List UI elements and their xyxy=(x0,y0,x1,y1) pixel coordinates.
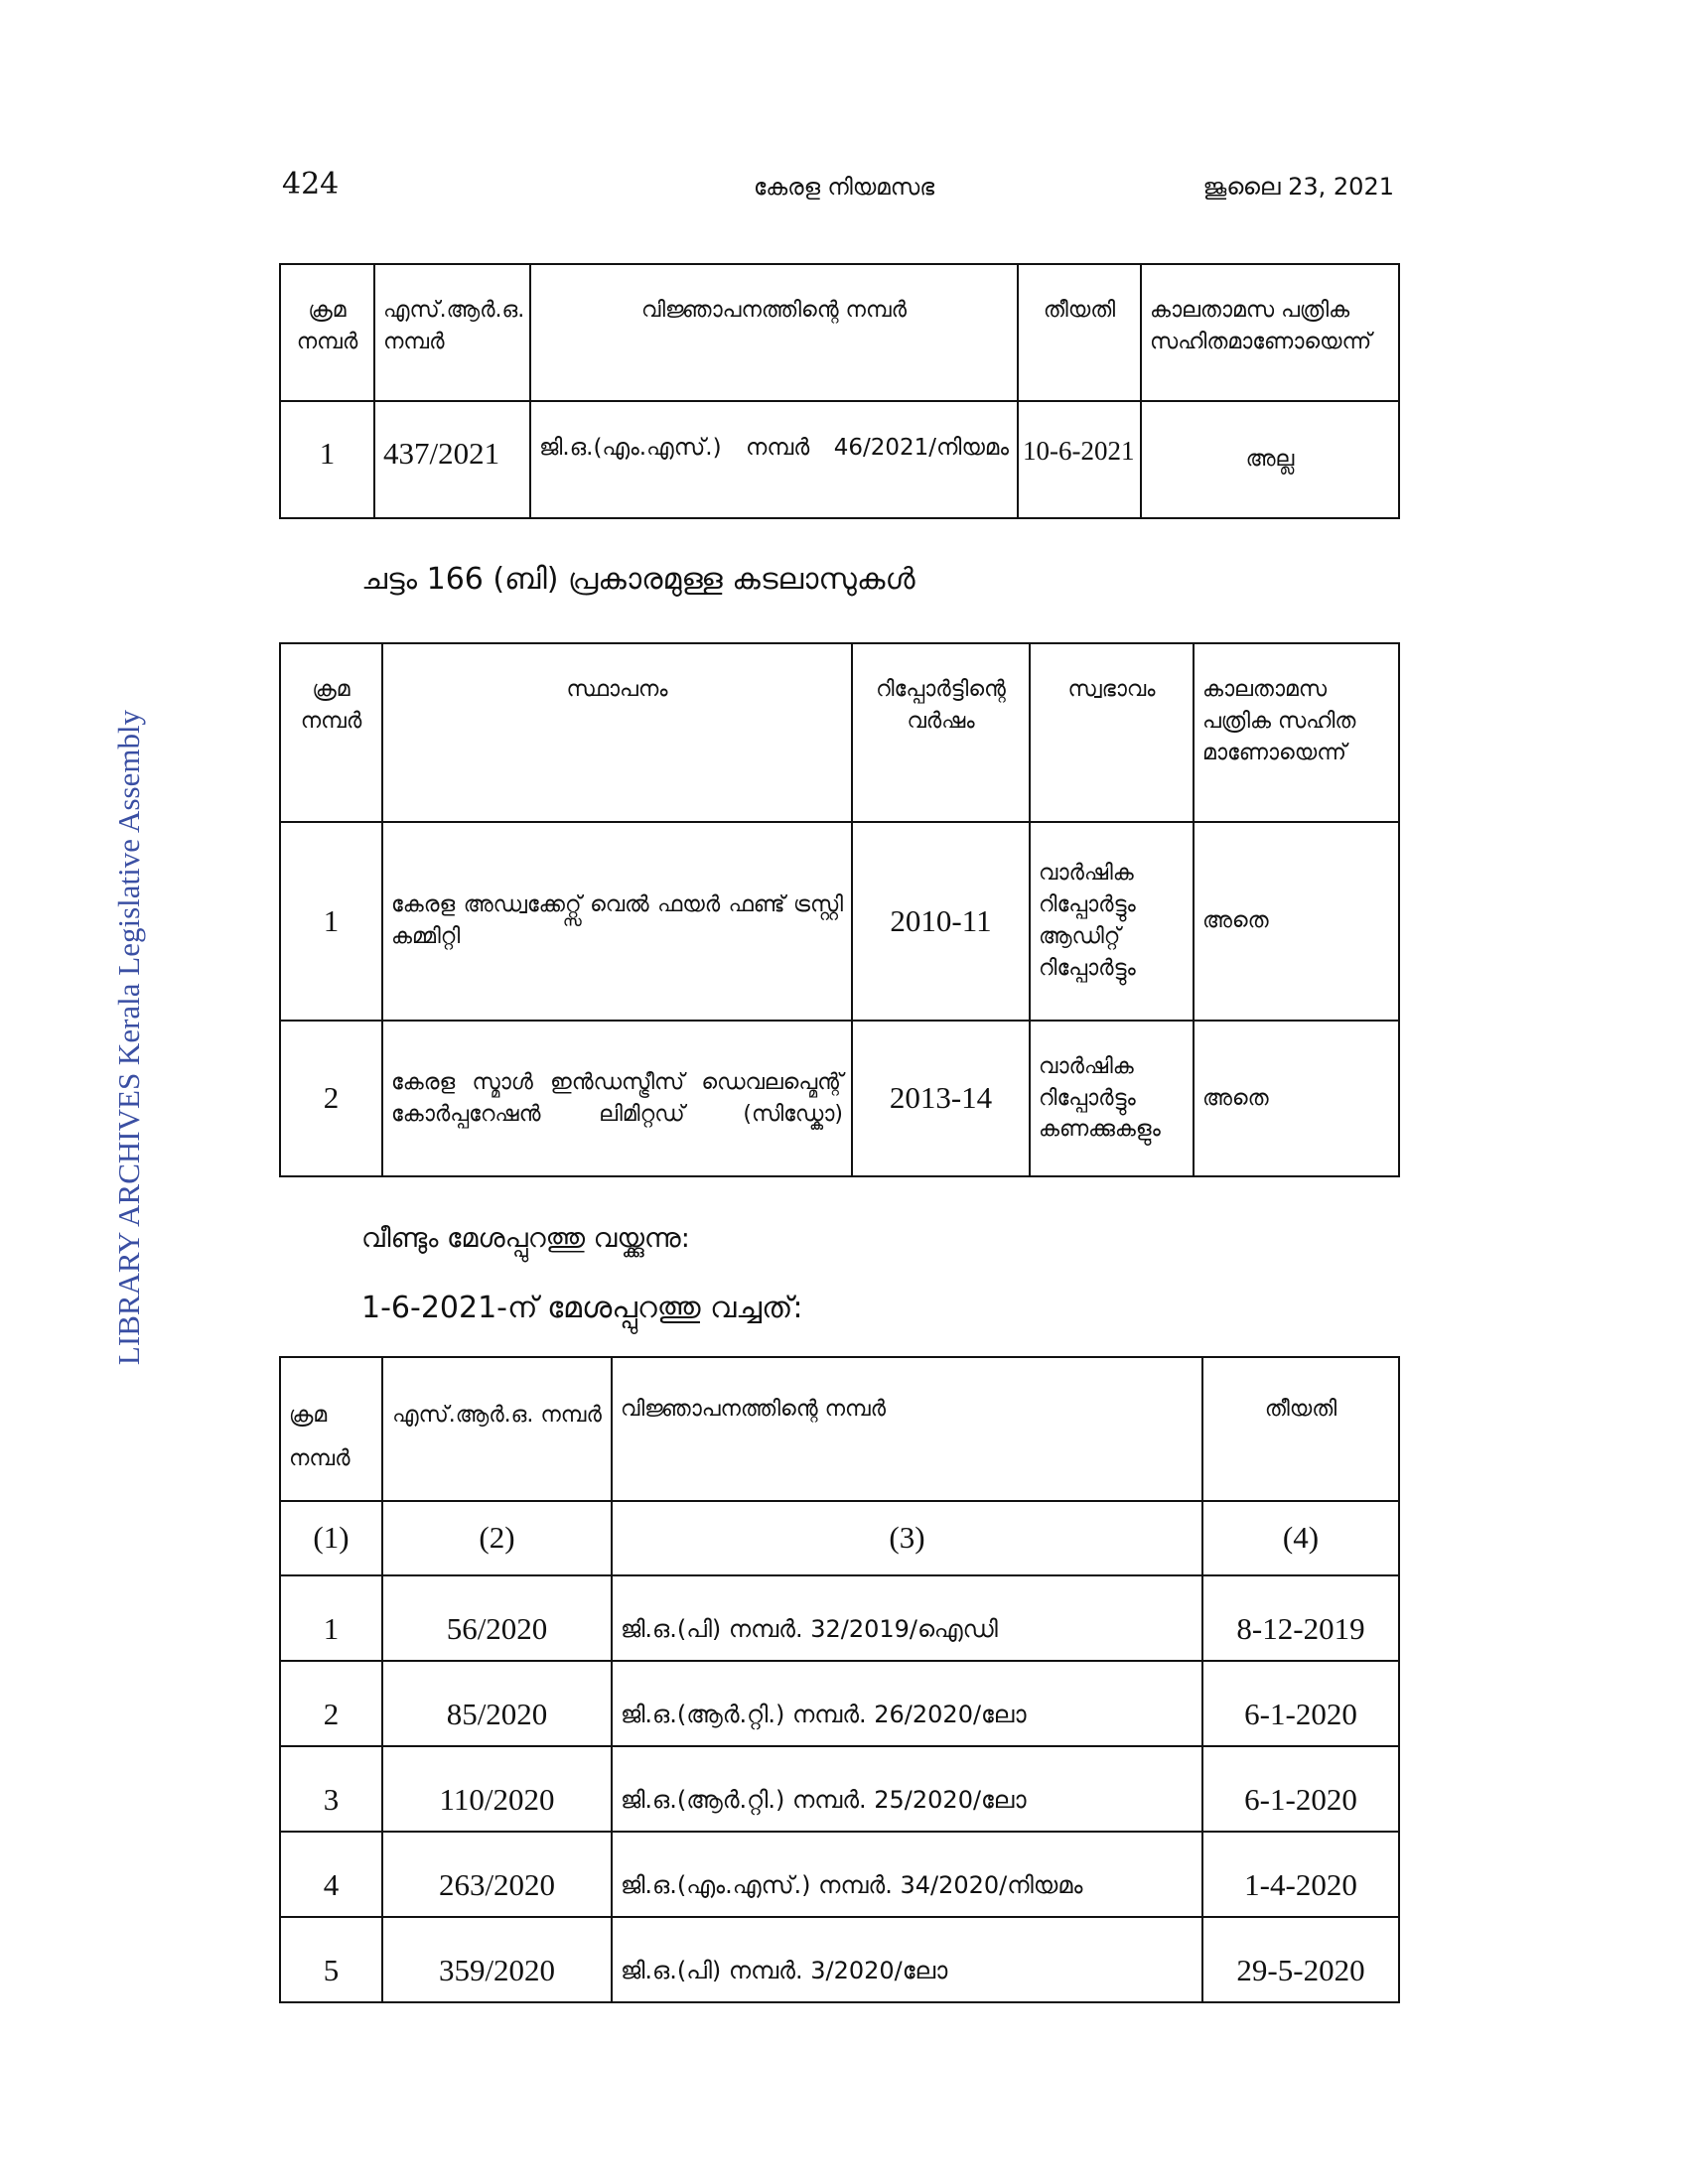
cell-notification-no: ജി.ഒ.(ആർ.റ്റി.) നമ്പർ. 25/2020/ലോ xyxy=(612,1746,1202,1832)
cell-notification-no: ജി.ഒ.(എം.എസ്.) നമ്പർ. 34/2020/നിയമം xyxy=(612,1832,1202,1917)
cell-sl-no: 3 xyxy=(280,1746,382,1832)
cell-sro-no: 85/2020 xyxy=(382,1661,612,1746)
table-header-row xyxy=(280,264,1399,401)
header-report-year: റിപ്പോർട്ടിന്റെ വർഷം xyxy=(852,643,1030,822)
archive-watermark: LIBRARY ARCHIVES Kerala Legislative Assembly xyxy=(111,709,146,1366)
cell-date: 6-1-2020 xyxy=(1202,1746,1399,1832)
cell-notification-no: ജി.ഒ.(പി) നമ്പർ. 3/2020/ലോ xyxy=(612,1917,1202,2002)
page-number: 424 xyxy=(282,167,340,202)
sro-table xyxy=(279,263,1400,519)
cell-institution: കേരള സ്മാൾ ഇൻഡസ്ട്രീസ് ഡെവലപ്മെന്റ് കോർപ്പറേഷൻ ലിമിറ്റഡ് (സിഡ്കോ) xyxy=(382,1021,852,1176)
table-row xyxy=(280,1917,1399,2002)
header-delay-statement: കാലതാമസ പത്രിക സഹിത മാണോയെന്ന് xyxy=(1194,643,1399,822)
cell-sl-no: 5 xyxy=(280,1917,382,2002)
papers-table xyxy=(279,642,1400,1177)
cell-sl-no: 4 xyxy=(280,1832,382,1917)
cell-report-year: 2013-14 xyxy=(852,1021,1030,1176)
table-row xyxy=(280,1021,1399,1176)
table-header-row xyxy=(280,1357,1399,1501)
laid-papers-table xyxy=(279,1356,1400,2003)
section-heading: ചട്ടം 166 (ബി) പ്രകാരമുള്ള കടലാസുകൾ xyxy=(361,562,915,597)
col-number-1: (1) xyxy=(280,1501,382,1575)
header-sl-no: ക്രമ നമ്പർ xyxy=(280,264,374,401)
cell-date: 10-6-2021 xyxy=(1018,401,1141,518)
cell-delay-statement: അതെ xyxy=(1194,822,1399,1021)
cell-sl-no: 1 xyxy=(280,1575,382,1661)
cell-notification-no: ജി.ഒ.(എം.എസ്.) നമ്പർ 46/2021/നിയമം xyxy=(530,401,1018,518)
cell-sro-no: 359/2020 xyxy=(382,1917,612,2002)
header-date: തീയതി xyxy=(1202,1357,1399,1501)
cell-date: 8-12-2019 xyxy=(1202,1575,1399,1661)
cell-sl-no: 2 xyxy=(280,1661,382,1746)
cell-sro-no: 437/2021 xyxy=(374,401,530,518)
table-row xyxy=(280,1575,1399,1661)
page-date: ജൂലൈ 23, 2021 xyxy=(1202,173,1394,201)
cell-institution: കേരള അഡ്വക്കേറ്റ്സ് വെൽ ഫയർ ഫണ്ട് ട്രസ്റ്റി കമ്മിറ്റി xyxy=(382,822,852,1021)
cell-notification-no: ജി.ഒ.(ആർ.റ്റി.) നമ്പർ. 26/2020/ലോ xyxy=(612,1661,1202,1746)
header-sro-no: എസ്.ആർ.ഒ. നമ്പർ xyxy=(374,264,530,401)
cell-date: 6-1-2020 xyxy=(1202,1661,1399,1746)
table-row xyxy=(280,822,1399,1021)
cell-sl-no: 2 xyxy=(280,1021,382,1176)
cell-report-year: 2010-11 xyxy=(852,822,1030,1021)
col-number-4: (4) xyxy=(1202,1501,1399,1575)
table-header-row xyxy=(280,643,1399,822)
header-institution: സ്ഥാപനം xyxy=(382,643,852,822)
cell-sro-no: 263/2020 xyxy=(382,1832,612,1917)
cell-date: 1-4-2020 xyxy=(1202,1832,1399,1917)
table-row xyxy=(280,401,1399,518)
cell-notification-no: ജി.ഒ.(പി) നമ്പർ. 32/2019/ഐഡി xyxy=(612,1575,1202,1661)
header-sl-no: ക്രമ നമ്പർ xyxy=(280,1357,382,1501)
table-row xyxy=(280,1661,1399,1746)
header-notification-no: വിജ്ഞാപനത്തിന്റെ നമ്പർ xyxy=(612,1357,1202,1501)
col-number-3: (3) xyxy=(612,1501,1202,1575)
page-title: കേരള നിയമസഭ xyxy=(753,175,935,201)
header-sl-no: ക്രമ നമ്പർ xyxy=(280,643,382,822)
cell-sl-no: 1 xyxy=(280,401,374,518)
header-date: തീയതി xyxy=(1018,264,1141,401)
col-number-2: (2) xyxy=(382,1501,612,1575)
cell-delay-statement: അതെ xyxy=(1194,1021,1399,1176)
column-number-row xyxy=(280,1501,1399,1575)
cell-nature: വാർഷിക റിപ്പോർട്ടും ആഡിറ്റ് റിപ്പോർട്ടും xyxy=(1030,822,1194,1021)
header-nature: സ്വഭാവം xyxy=(1030,643,1194,822)
header-notification-no: വിജ്ഞാപനത്തിന്റെ നമ്പർ xyxy=(530,264,1018,401)
cell-delay-statement: അല്ല xyxy=(1141,401,1399,518)
cell-sro-no: 110/2020 xyxy=(382,1746,612,1832)
cell-nature: വാർഷിക റിപ്പോർട്ടും കണക്കുകളും xyxy=(1030,1021,1194,1176)
table-row xyxy=(280,1832,1399,1917)
header-sro-no: എസ്.ആർ.ഒ. നമ്പർ xyxy=(382,1357,612,1501)
laid-again-text: വീണ്ടും മേശപ്പുറത്തു വയ്ക്കുന്നു: xyxy=(361,1223,690,1254)
cell-sl-no: 1 xyxy=(280,822,382,1021)
table-row xyxy=(280,1746,1399,1832)
laid-on-date-text: 1-6-2021-ന് മേശപ്പുറത്തു വച്ചത്: xyxy=(361,1291,803,1325)
cell-sro-no: 56/2020 xyxy=(382,1575,612,1661)
cell-date: 29-5-2020 xyxy=(1202,1917,1399,2002)
header-delay-statement: കാലതാമസ പത്രിക സഹിതമാണോയെന്ന് xyxy=(1141,264,1399,401)
